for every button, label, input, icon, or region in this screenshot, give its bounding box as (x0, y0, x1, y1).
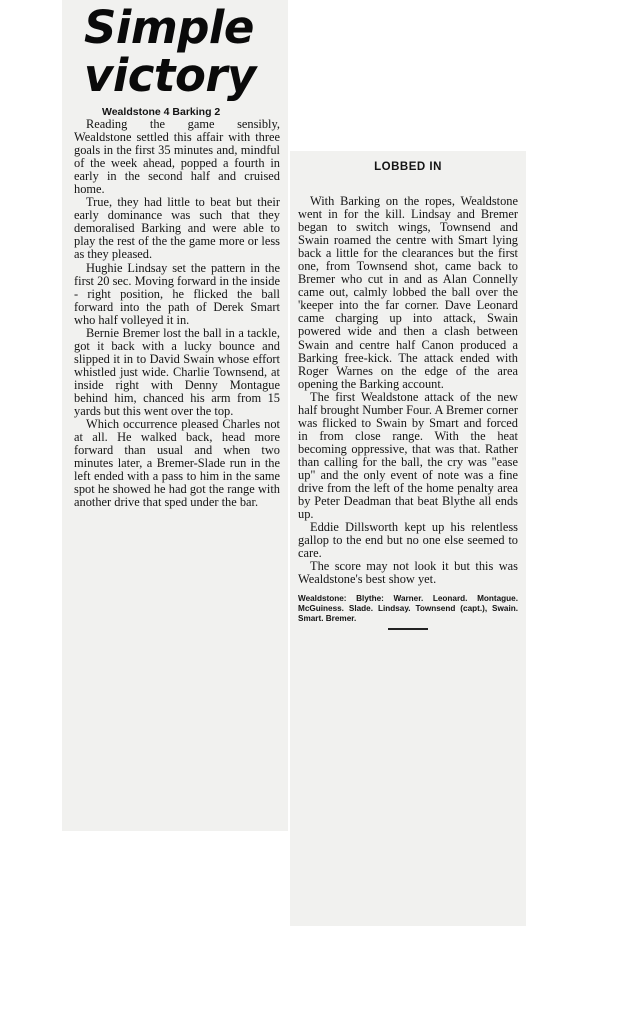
headline-line-2: victory (84, 49, 256, 102)
team-line: Wealdstone: Blythe: Warner. Leonard. Montague. McGuiness. Slade. Lindsay. Townsend (capt.), Swain. Smart. Bremer. (298, 594, 518, 624)
paragraph: Reading the game sensibly, Wealdstone settled this affair with three goals in the first 35 minutes and, mindful of the week ahead, popped a fourth in early in the second half and cruised home. (74, 117, 280, 197)
match-result: Wealdstone 4 Barking 2 (102, 106, 221, 118)
column-one (62, 0, 288, 831)
paragraph: Which occurrence pleased Charles not at all. He walked back, head more forward than usual and when two minutes later, a Bremer-Slade run in the left ended with a pass to him in the same spot he showed he had got the range with another drive that sped under the bar. (74, 417, 280, 510)
paragraph: The score may not look it but this was Wealdstone's best show yet. (298, 559, 518, 587)
paragraph: The first Wealdstone attack of the new half brought Number Four. A Bremer corner was flicked to Swain by Smart and forced in from close range. With the heat becoming oppressive, that was that. Rather than calling for the ball, the cry was "ease up" and the only event of note was a fine drive from the left of the home penalty area by Peter Deadman that beat Blythe all ends up. (298, 389, 518, 522)
headline-line-1: Simple (84, 1, 254, 54)
end-rule (388, 628, 428, 630)
column-two (290, 151, 526, 926)
paragraph: True, they had little to beat but their early dominance was such that they demoralised Barking and were able to play the rest of the the game more or less as they pleased. (74, 195, 280, 262)
paragraph: Hughie Lindsay set the pattern in the first 20 sec. Moving forward in the inside - right position, he flicked the ball forward into the path of Derek Smart who half volleyed it in. (74, 260, 280, 327)
crosshead: LOBBED IN (374, 161, 442, 173)
paragraph: Bernie Bremer lost the ball in a tackle, got it back with a lucky bounce and slipped it in to David Swain whose effort whistled just wide. Charlie Townsend, at inside right with Denny Montague behind him, chanced his arm from 15 yards but this went over the top. (74, 325, 280, 419)
paragraph: With Barking on the ropes, Wealdstone went in for the kill. Lindsay and Bremer began to switch wings, Townsend and Swain roamed the centre with Smart lying back a little for the clearances but the first one, from Townsend shot, came back to Bremer who cut in and as Alan Connelly came out, calmly lobbed the ball over the 'keeper into the far corner. Dave Leonard came charging up into attack, Swain powered wide and then a clash between Swain and centre half Canon produced a Barking free-kick. The attack ended with Roger Warnes on the edge of the area opening the Barking account. (298, 194, 518, 391)
paragraph: Eddie Dillsworth kept up his relentless gallop to the end but no one else seemed to care. (298, 520, 518, 561)
headline (74, 1, 280, 102)
